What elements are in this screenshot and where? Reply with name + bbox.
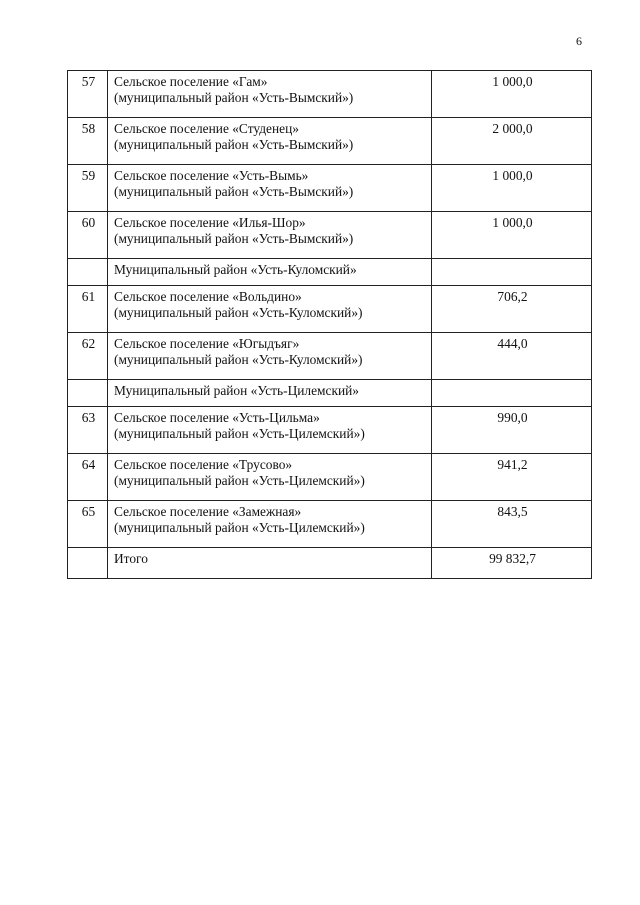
row-number xyxy=(68,259,108,286)
settlement-name: Сельское поселение «Илья-Шор» xyxy=(114,215,306,230)
allocation-table xyxy=(67,70,592,579)
row-number: 62 xyxy=(68,333,108,380)
row-value: 990,0 xyxy=(432,407,592,454)
table-row xyxy=(68,286,592,333)
table-body xyxy=(68,71,592,579)
row-value: 444,0 xyxy=(432,333,592,380)
row-number xyxy=(68,548,108,579)
row-value: 706,2 xyxy=(432,286,592,333)
district-name: (муниципальный район «Усть-Цилемский») xyxy=(114,473,365,488)
row-name xyxy=(108,454,432,501)
district-name: (муниципальный район «Усть-Цилемский») xyxy=(114,426,365,441)
district-name: (муниципальный район «Усть-Вымский») xyxy=(114,184,354,199)
row-value: 2 000,0 xyxy=(432,118,592,165)
district-name: (муниципальный район «Усть-Цилемский») xyxy=(114,520,365,535)
row-value: 843,5 xyxy=(432,501,592,548)
row-name xyxy=(108,286,432,333)
settlement-name: Сельское поселение «Трусово» xyxy=(114,457,293,472)
row-number: 63 xyxy=(68,407,108,454)
row-number: 60 xyxy=(68,212,108,259)
region-header-row xyxy=(68,259,592,286)
row-value: 1 000,0 xyxy=(432,165,592,212)
settlement-name: Сельское поселение «Югыдъяг» xyxy=(114,336,300,351)
row-value: 1 000,0 xyxy=(432,71,592,118)
table-row xyxy=(68,165,592,212)
table-row xyxy=(68,454,592,501)
settlement-name: Сельское поселение «Усть-Вымь» xyxy=(114,168,309,183)
district-name: (муниципальный район «Усть-Вымский») xyxy=(114,137,354,152)
district-name: (муниципальный район «Усть-Куломский») xyxy=(114,352,363,367)
row-name xyxy=(108,333,432,380)
district-name: (муниципальный район «Усть-Куломский») xyxy=(114,305,363,320)
row-number: 64 xyxy=(68,454,108,501)
total-row xyxy=(68,548,592,579)
row-name xyxy=(108,212,432,259)
region-label: Муниципальный район «Усть-Куломский» xyxy=(108,259,432,286)
row-number: 61 xyxy=(68,286,108,333)
table-row xyxy=(68,212,592,259)
row-name xyxy=(108,165,432,212)
row-number: 65 xyxy=(68,501,108,548)
table-row xyxy=(68,71,592,118)
table-row xyxy=(68,333,592,380)
row-number xyxy=(68,380,108,407)
table-row xyxy=(68,407,592,454)
page-number: 6 xyxy=(576,34,582,48)
row-name xyxy=(108,118,432,165)
row-name xyxy=(108,501,432,548)
row-value: 941,2 xyxy=(432,454,592,501)
district-name: (муниципальный район «Усть-Вымский») xyxy=(114,231,354,246)
row-name xyxy=(108,71,432,118)
settlement-name: Сельское поселение «Замежная» xyxy=(114,504,302,519)
settlement-name: Сельское поселение «Вольдино» xyxy=(114,289,302,304)
region-label: Муниципальный район «Усть-Цилемский» xyxy=(108,380,432,407)
district-name: (муниципальный район «Усть-Вымский») xyxy=(114,90,354,105)
row-value xyxy=(432,380,592,407)
total-label: Итого xyxy=(108,548,432,579)
row-number: 58 xyxy=(68,118,108,165)
settlement-name: Сельское поселение «Гам» xyxy=(114,74,268,89)
total-value: 99 832,7 xyxy=(432,548,592,579)
settlement-name: Сельское поселение «Усть-Цильма» xyxy=(114,410,320,425)
row-name xyxy=(108,407,432,454)
table-row xyxy=(68,501,592,548)
row-value xyxy=(432,259,592,286)
table-row xyxy=(68,118,592,165)
region-header-row xyxy=(68,380,592,407)
settlement-name: Сельское поселение «Студенец» xyxy=(114,121,299,136)
row-number: 59 xyxy=(68,165,108,212)
row-number: 57 xyxy=(68,71,108,118)
row-value: 1 000,0 xyxy=(432,212,592,259)
